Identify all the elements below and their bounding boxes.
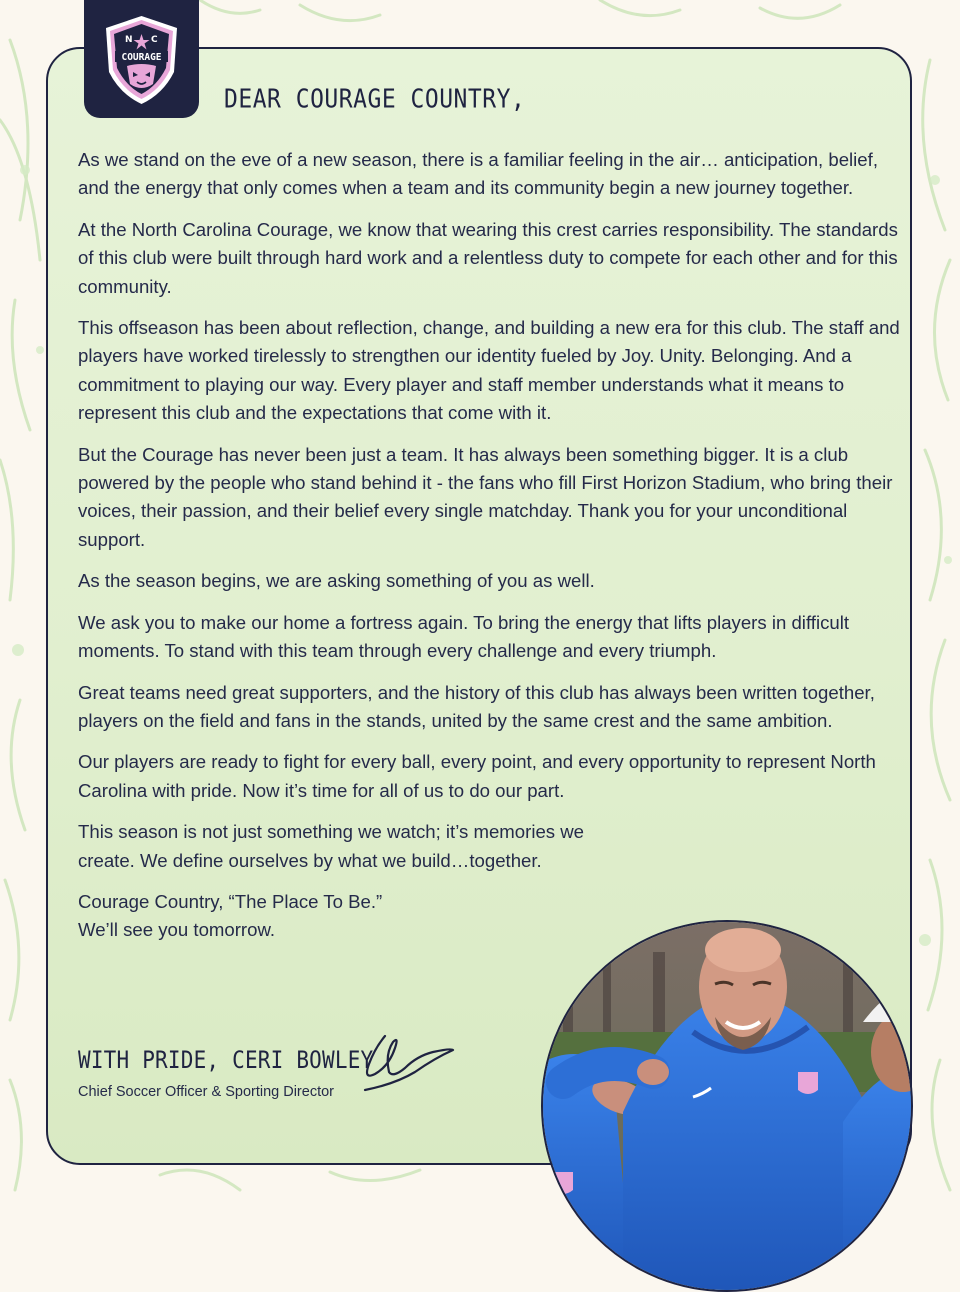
letter-paragraph: Our players are ready to fight for every ball, every point, and every opportunity to represent North Carolina with pride. Now it’s time for all of us to do our part. <box>78 751 876 801</box>
letter-greeting: DEAR COURAGE COUNTRY, <box>224 85 526 115</box>
team-photo <box>541 920 913 1292</box>
team-photo-illustration <box>543 922 913 1292</box>
letter-paragraph: Courage Country, “The Place To Be.” We’ll see you tomorrow. <box>78 890 383 941</box>
signoff-title: Chief Soccer Officer & Sporting Director <box>78 1084 334 1100</box>
crest-patch-icon <box>798 1072 818 1094</box>
logo-wordmark: COURAGE <box>121 52 162 63</box>
letter-paragraph: This offseason has been about reflection, change, and building a new era for this club. The staff and players have worked tirelessly to strengthen our identity fueled by Joy. Unity. Belonging. And a commitment to playing our way. Every player and staff member understands what it means to represent this club and the expectations that come with it. <box>78 317 900 424</box>
letter-paragraph: This season is not just something we watch; it’s memories we create. We define ourselves by what we build…together. <box>78 821 585 871</box>
letter-paragraph: But the Courage has never been just a team. It has always been something bigger. It is a club powered by the people who stand behind it - the fans who fill First Horizon Stadium, who bring their voices, their passion, and their belief every single matchday. Thank you for your unconditional support. <box>78 443 893 550</box>
letter-paragraph: Great teams need great supporters, and the history of this club has always been written together, players on the field and fans in the stands, united by the same crest and the same ambition. <box>78 681 875 731</box>
letter-paragraph: We ask you to make our home a fortress again. To bring the energy that lifts players in difficult moments. To stand with this team through every challenge and every triumph. <box>78 611 850 662</box>
letter-body <box>78 146 900 958</box>
letter-paragraph: At the North Carolina Courage, we know that wearing this crest carries responsibility. The standards of this club were built through hard work and a relentless duty to compete for each other and for this community. <box>78 218 898 297</box>
logo-tab <box>84 0 199 118</box>
courage-crest-logo <box>103 14 180 106</box>
signoff-name: WITH PRIDE, CERI BOWLEY <box>78 1046 374 1074</box>
letter-paragraph: As the season begins, we are asking something of you as well. <box>78 570 595 592</box>
handwritten-signature <box>355 1028 465 1098</box>
letter-paragraph: As we stand on the eve of a new season, there is a familiar feeling in the air… anticipation, belief, and the energy that only comes when a team and its community begin a new journey together. <box>78 149 878 199</box>
logo-initial-c: C <box>151 35 158 45</box>
logo-initial-n: N <box>125 35 133 45</box>
